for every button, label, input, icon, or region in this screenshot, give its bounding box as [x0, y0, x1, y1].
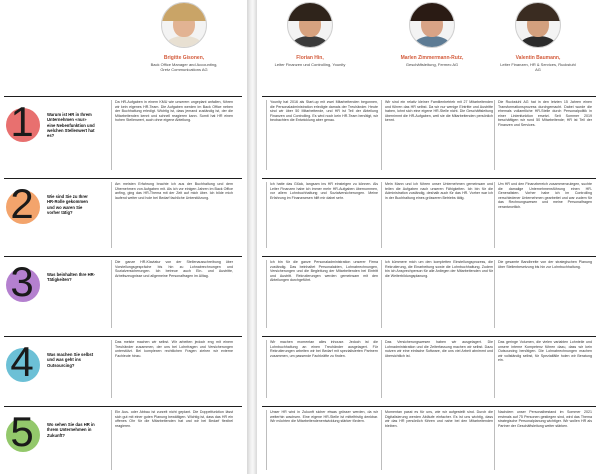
column-separator: [494, 260, 495, 328]
avatar-shirt: [520, 36, 556, 48]
person-profile: [500, 2, 576, 72]
avatar: [409, 2, 455, 48]
question-text: Wo sehen Sie das HR in Ihrem Unternehmen in Zukunft?: [47, 422, 95, 438]
question-text: Was beinhalten Ihre HR-Tätigkeiten?: [47, 272, 96, 283]
question-number-badge: [2, 338, 42, 385]
avatar-shirt: [292, 36, 328, 48]
column-separator: [494, 100, 495, 170]
question-number-badge: [2, 408, 42, 455]
question-number-badge: [2, 180, 42, 227]
column-separator: [266, 410, 267, 470]
question-number: 2: [10, 180, 34, 227]
person-role: Geschäftsleitung, Fermec AG: [405, 62, 459, 67]
row-divider: [4, 336, 242, 337]
row-divider: [262, 336, 596, 337]
avatar: [287, 2, 333, 48]
avatar-hair: [162, 3, 206, 21]
person-name: Florian Hin,: [296, 55, 324, 61]
answer-text: Ich kümmere mich um den kompletten Einstellungsprozess, die Rekrutierung, die Einarbeitung sowie die Lohnbuchhaltung. Zudem bin ich Ansprechperson für alle Anliegen der Mitarbeitenden und für die Weiterbildungsplanung.: [385, 260, 493, 278]
column-separator: [111, 410, 112, 470]
avatar-hair: [516, 3, 560, 21]
answer-text: Wir machen momentan alles inhouse. Jedoch ist die Lohnbuchhaltung an einen Treuhänder ausgelagert. Für Rekrutierungen arbeiten wir bei Bedarf mit spezialisierten Partnern zusammen, um passende Fachkräfte zu finden.: [270, 340, 378, 358]
answer-text: Die ganze HR-Klaviatur von der Stellenausschreibung über Vorstellungsgespräche bis hin zu Lohnabrechnungen und Sozialversicherungen. Ich betreue auch Ein- und Austritte, Arbeitszeugnisse und allgemeine Personalfragen im Alltag.: [115, 260, 233, 278]
column-separator: [494, 410, 495, 470]
column-separator: [266, 260, 267, 328]
column-separator: [266, 100, 267, 170]
person-role: Leiter Finanzen, HR & Services, Ruckstuhl AG: [500, 62, 576, 72]
column-separator: [381, 182, 382, 248]
column-separator: [494, 182, 495, 248]
book-gutter: [247, 0, 257, 474]
answer-text: Am meisten Erfahrung brachte ich aus der Buchhaltung und dem Übernehmen von Aufgaben mit. Als ich vor einigen Jahren im Back Office anfing, ging das HR-Thema mit der Zeit auf mich über. Ich bilde mich laufend weiter und hole bei Bedarf fachliche Unterstützung.: [115, 182, 233, 200]
answer-text: Die gesamte Bandbreite von der strategischen Planung über Stellenbesetzung bis hin zur Lohnbuchhaltung.: [498, 260, 592, 269]
person-role: Leiter Finanzen und Controlling, Younity: [274, 62, 346, 67]
answer-text: Das geringe Volumen, die vielen variablen Lohnteile und unsere interne Kompetenz führen dazu, dass wir kein Outsourcing benötigen. Die Lohnabrechnungen machen wir vollständig selbst, für Spezialfälle holen wir Beratung ein.: [498, 340, 592, 363]
person-name: Valentin Baumann,: [515, 55, 561, 61]
column-separator: [381, 260, 382, 328]
column-separator: [266, 182, 267, 248]
row-divider: [262, 256, 596, 257]
row-divider: [262, 96, 596, 97]
avatar: [515, 2, 561, 48]
person-name: Marlen Zimmermann-Rutz,: [400, 55, 464, 61]
answer-text: Ich bin für die ganze Personaladministration unserer Firma zuständig. Das beinhaltet Personalakten, Lohnabrechnungen, Versicherungen und die Begleitung der Mitarbeitenden bei Eintritt und Austritt. Rekrutierungen werden gemeinsam mit den Abteilungen durchgeführt.: [270, 260, 378, 283]
answer-text: Mein Mann und ich führen unser Unternehmen gemeinsam und teilen die Aufgaben nach unseren Fähigkeiten. Ich bin für die Administration zuständig, deshalb auch für das HR. Vorher war ich in der Buchhaltung eines grösseren Betriebs tätig.: [385, 182, 493, 200]
question-number: 5: [10, 408, 34, 455]
answer-text: Wir sind ein relativ kleiner Familienbetrieb mit 27 Mitarbeitenden und führen das HR selbst. Da wir nur wenige Eintritte und Austritte haben, lohnt sich eine eigene HR-Stelle nicht. Die Geschäftsleitung übernimmt die HR-Aufgaben, weil sie die Mitarbeitenden persönlich kennt.: [385, 100, 493, 123]
answer-text: Das Versicherungswesen haben wir ausgelagert. Die Lohnadministration und die Zeiterfassung machen wir selbst. Dazu nutzen wir eine einfache Software, die uns viel Arbeit abnimmt und übersichtlich ist.: [385, 340, 493, 358]
answer-text: Um HR und den Finanzbereich zusammenzulegen, suchte die damalige Unternehmensführung einen HR-Generalisten. Vorher habe ich im Controlling verschiedener Unternehmen gearbeitet und war zudem für das Rechnungswesen und meine Personalfragen verantwortlich.: [498, 182, 592, 209]
question-text: Wie sind Sie zu Ihrer HR-Rolle gekommen und wo waren Sie vorher tätig?: [47, 194, 88, 215]
column-separator: [111, 260, 112, 328]
answer-text: Ein Aus- oder Abbau ist zurzeit nicht geplant. Die Doppelfunktion lässt sich gut mit einer guten Planung bewältigen. Wichtig ist, dass das HR ein offenes Ohr für die Mitarbeitenden hat und wir bei Bedarf flexibel reagieren.: [115, 410, 233, 428]
answer-text: Younity hat 2016 als Start-up mit zwei Mitarbeitenden begonnen, die Personaladministration erledigte damals der Treuhänder. Heute sind wir über 50 Mitarbeitende, und HR ist Teil der Abteilung Finanzen und Controlling. Es wird noch kein HR-Team benötigt, wir beobachten die Entwicklung aber genau.: [270, 100, 378, 123]
question-number: 1: [10, 98, 34, 145]
avatar-shirt: [166, 36, 202, 48]
row-divider: [4, 96, 242, 97]
question-number: 3: [10, 258, 34, 305]
question-text: Was machen Sie selbst und was geht ins Outsourcing?: [47, 352, 94, 368]
answer-text: Da HR-Aufgaben in einem KMU wie unserem ungeplant anfallen, führen wir kein eigenes HR-Team. Die Aufgaben werden im Back Office neben der Buchhaltung erledigt. Wichtig ist, dass jemand zuständig ist, der die Mitarbeitenden kennt und schnell reagieren kann. Somit hat HR einen hohen Stellenwert, auch ohne eigene Abteilung.: [115, 100, 233, 123]
person-profile: [394, 2, 470, 67]
row-divider: [262, 178, 596, 179]
column-separator: [266, 340, 267, 398]
avatar-hair: [288, 3, 332, 21]
person-role: Back Office Manager and Accounting, Gretz Communications AG: [150, 62, 218, 72]
column-separator: [111, 340, 112, 398]
answer-text: Nachdem unser Personalbestand im Sommer 2021 erstmals auf 75 Personen gestiegen sind, wird das Thema strategische Personalplanung wichtiger. Wir wollen HR als Partner der Geschäftsleitung weiter stärken.: [498, 410, 592, 428]
question-text: Warum ist HR in Ihrem Unternehmen «nur» eine Nebenfunktion und welchen Stellenwert hat es?: [47, 112, 95, 139]
row-divider: [262, 406, 596, 407]
person-profile: [272, 2, 348, 67]
column-separator: [381, 340, 382, 398]
question-number: 4: [10, 338, 34, 385]
column-separator: [111, 100, 112, 170]
answer-text: Unser HR wird in Zukunft sicher etwas grösser werden, da wir weiterhin wachsen. Eine eigene HR-Stelle ist mittelfristig denkbar. Wir möchten die Mitarbeitendenentwicklung stärker fördern.: [270, 410, 378, 424]
question-number-badge: [2, 98, 42, 145]
column-separator: [111, 182, 112, 248]
person-name: Brigitte Gisonen,: [163, 55, 205, 61]
avatar: [161, 2, 207, 48]
row-divider: [4, 406, 242, 407]
row-divider: [4, 178, 242, 179]
answer-text: Das meiste machen wir selbst. Wir arbeiten jedoch eng mit einem Treuhänder zusammen, der uns bei Lohnfragen und Versicherungen unterstützt. Bei komplexen rechtlichen Fragen ziehen wir externe Fachleute hinzu.: [115, 340, 233, 358]
answer-text: Momentan passt es für uns, wie wir aufgestellt sind. Durch die Digitalisierung werden Abläufe einfacher. Es ist uns wichtig, dass wir das HR persönlich führen und nahe bei den Mitarbeitenden bleiben.: [385, 410, 493, 428]
avatar-shirt: [414, 36, 450, 48]
question-number-badge: [2, 258, 42, 305]
answer-text: Die Ruckstuhl AG hat in den letzten 15 Jahren einen Transformationsprozess durchgemacht. Dabei wurde die ehemals vollamtliche HR-Stelle durch Personalpolitik in einer Linienfunktion ersetzt. Seit Sommer 2019 beschäftigen wir rund 50 Mitarbeitende; HR ist Teil der Finanzen und Services.: [498, 100, 592, 127]
column-separator: [494, 340, 495, 398]
avatar-hair: [410, 3, 454, 21]
answer-text: Ich hatte das Glück, langsam ins HR einsteigen zu können. Als Leiter Finanzen habe ich immer mehr HR-Aufgaben übernommen, vor allem Lohnbuchhaltung und Sozialversicherungen. Meine Erfahrung im Finanzwesen hilft mir dabei sehr.: [270, 182, 378, 200]
row-divider: [4, 256, 242, 257]
column-separator: [381, 410, 382, 470]
person-profile: [146, 2, 222, 72]
column-separator: [381, 100, 382, 170]
